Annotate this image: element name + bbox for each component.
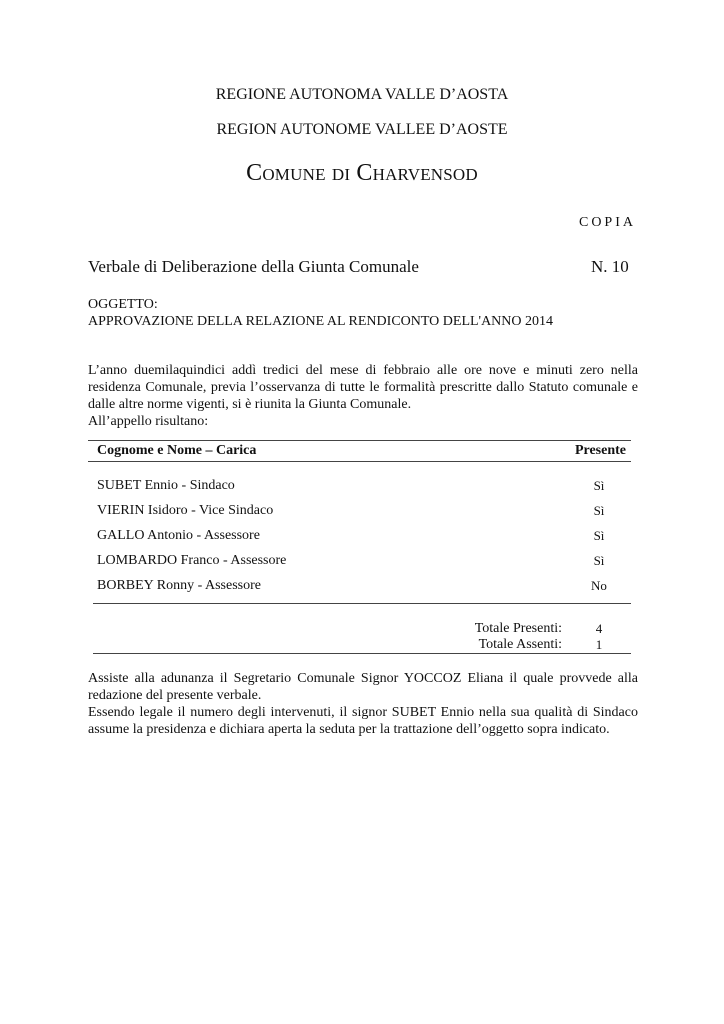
table-row-present: Sì <box>593 553 605 568</box>
table-row-present: Sì <box>593 478 605 493</box>
region-name-french: REGION AUTONOME VALLEE D’AOSTE <box>216 121 508 138</box>
totals-rule <box>93 653 631 654</box>
total-absent-label: Totale Assenti: <box>478 637 562 652</box>
secretary-paragraph: Assiste alla adunanza il Segretario Comunale Signor YOCCOZ Eliana il quale provvede alla redazione del presente verbale. <box>88 671 638 703</box>
table-row-name: BORBEY Ronny - Assessore <box>97 578 261 593</box>
table-row-present: Sì <box>593 528 605 543</box>
region-name-italian: REGIONE AUTONOMA VALLE D’AOSTA <box>215 86 509 103</box>
column-header-name: Cognome e Nome – Carica <box>97 443 257 458</box>
column-header-present: Presente <box>574 443 626 458</box>
table-row-present: Sì <box>593 503 605 518</box>
subject-label: OGGETTO: <box>88 297 158 312</box>
subject-section <box>88 296 638 330</box>
table-row-name: LOMBARDO Franco - Assessore <box>97 553 287 568</box>
deliberation-title: Verbale di Deliberazione della Giunta Comunale <box>88 257 419 276</box>
session-opening-paragraph: Essendo legale il numero degli intervenuti, il signor SUBET Ennio nella sua qualità di Sindaco assume la presidenza e dichiara aperta la seduta per la trattazione dell’oggetto sopra indicato. <box>88 705 638 737</box>
copy-mark: COPIA <box>578 215 636 230</box>
municipality-title: Comune di Charvensod <box>246 160 478 186</box>
subject-text: APPROVAZIONE DELLA RELAZIONE AL RENDICONTO DELL'ANNO 2014 <box>88 314 554 329</box>
total-present-value: 4 <box>595 621 603 636</box>
closing-section <box>88 670 638 738</box>
deliberation-number: N. 10 <box>591 257 629 276</box>
table-row-name: VIERIN Isidoro - Vice Sindaco <box>97 503 274 518</box>
table-row-name: GALLO Antonio - Assessore <box>97 528 260 543</box>
table-row-name: SUBET Ennio - Sindaco <box>97 478 235 493</box>
table-row-present: No <box>591 578 607 593</box>
table-header-rule <box>88 461 631 462</box>
table-top-rule <box>88 440 631 441</box>
intro-paragraph: L’anno duemilaquindici addì tredici del mese di febbraio alle ore nove e minuti zero nella residenza Comunale, previa l’osservanza di tutte le formalità prescritte dallo Statuto comunale e dalle altre norme vigenti, si è riunita la Giunta Comunale. <box>88 363 638 412</box>
table-bottom-rule <box>93 603 631 604</box>
total-present-label: Totale Presenti: <box>474 621 562 636</box>
roll-call-intro: All’appello risultano: <box>88 414 209 429</box>
total-absent-value: 1 <box>595 637 603 652</box>
